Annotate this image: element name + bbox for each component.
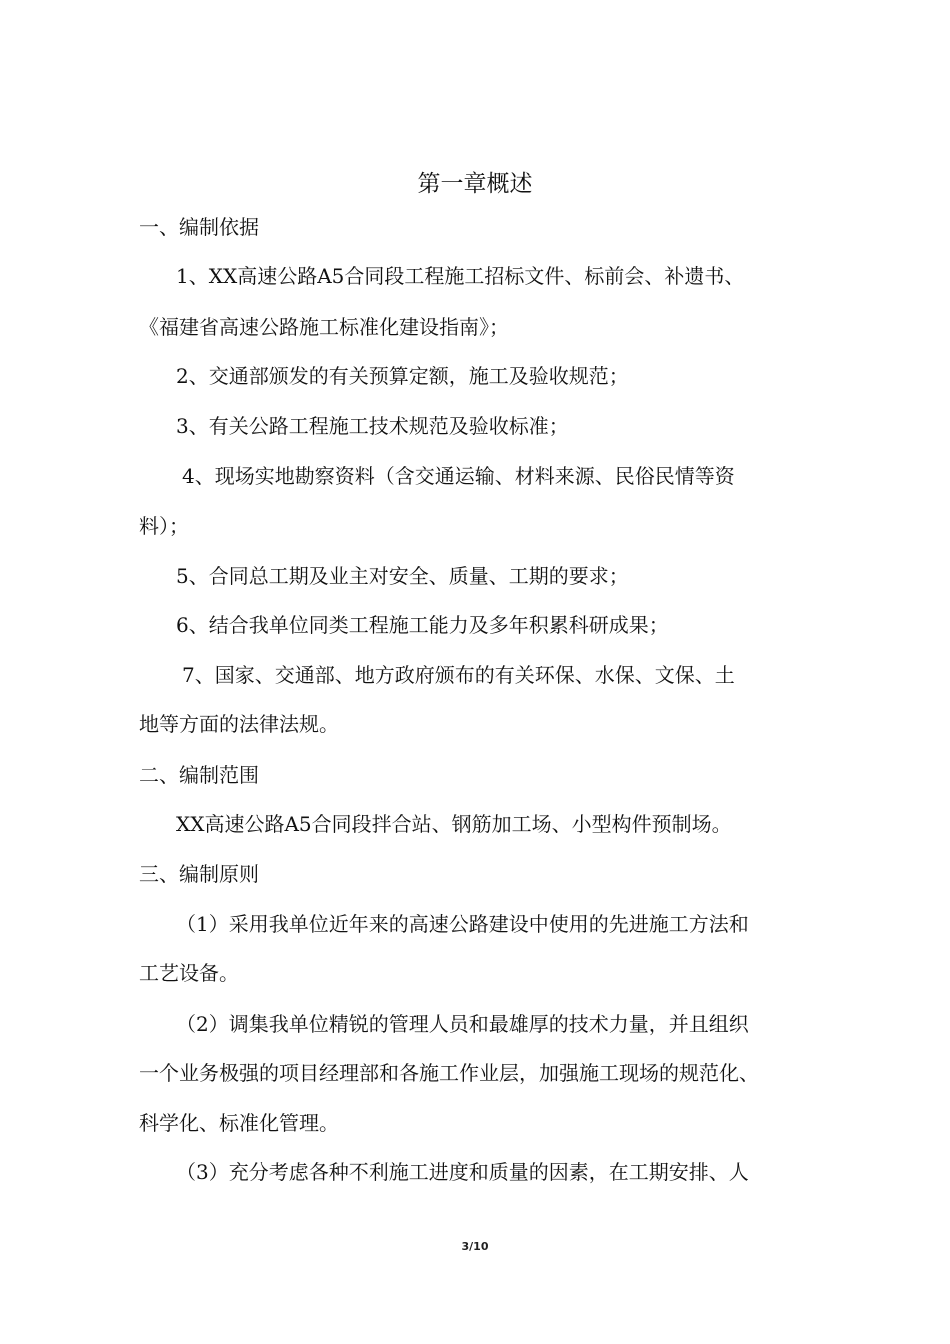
page-number: 3/10 [461, 1240, 489, 1253]
paragraph-line: 7、国家、交通部、地方政府颁布的有关环保、水保、文保、土 [182, 663, 735, 687]
paragraph-line: 《福建省高速公路施工标准化建设指南》； [139, 315, 509, 339]
chapter-title: 第一章概述 [417, 171, 533, 197]
paragraph-line: XX高速公路A5合同段拌合站、钢筋加工场、小型构件预制场。 [176, 812, 732, 836]
section-heading: 三、编制原则 [139, 862, 259, 886]
paragraph-line: 料）； [139, 514, 189, 538]
paragraph-line: 2、交通部颁发的有关预算定额，施工及验收规范； [176, 364, 629, 388]
paragraph-line: 一个业务极强的项目经理部和各施工作业层，加强施工现场的规范化、 [139, 1061, 759, 1085]
paragraph-line: 5、合同总工期及业主对安全、质量、工期的要求； [176, 564, 629, 588]
paragraph-line: 1、XX高速公路A5合同段工程施工招标文件、标前会、补遗书、 [176, 264, 745, 288]
paragraph-line: （1）采用我单位近年来的高速公路建设中使用的先进施工方法和 [176, 912, 749, 936]
paragraph-line: （2）调集我单位精锐的管理人员和最雄厚的技术力量，并且组织 [176, 1012, 749, 1036]
paragraph-line: 科学化、标准化管理。 [139, 1111, 339, 1135]
paragraph-line: 地等方面的法律法规。 [139, 712, 339, 736]
paragraph-line: （3）充分考虑各种不利施工进度和质量的因素，在工期安排、人 [176, 1160, 749, 1184]
paragraph-line: 6、结合我单位同类工程施工能力及多年积累科研成果； [176, 613, 669, 637]
paragraph-line: 3、有关公路工程施工技术规范及验收标准； [176, 414, 569, 438]
paragraph-line: 4、现场实地勘察资料（含交通运输、材料来源、民俗民情等资 [182, 464, 735, 488]
paragraph-line: 工艺设备。 [139, 961, 239, 985]
section-heading: 一、编制依据 [139, 215, 259, 239]
section-heading: 二、编制范围 [139, 763, 259, 787]
